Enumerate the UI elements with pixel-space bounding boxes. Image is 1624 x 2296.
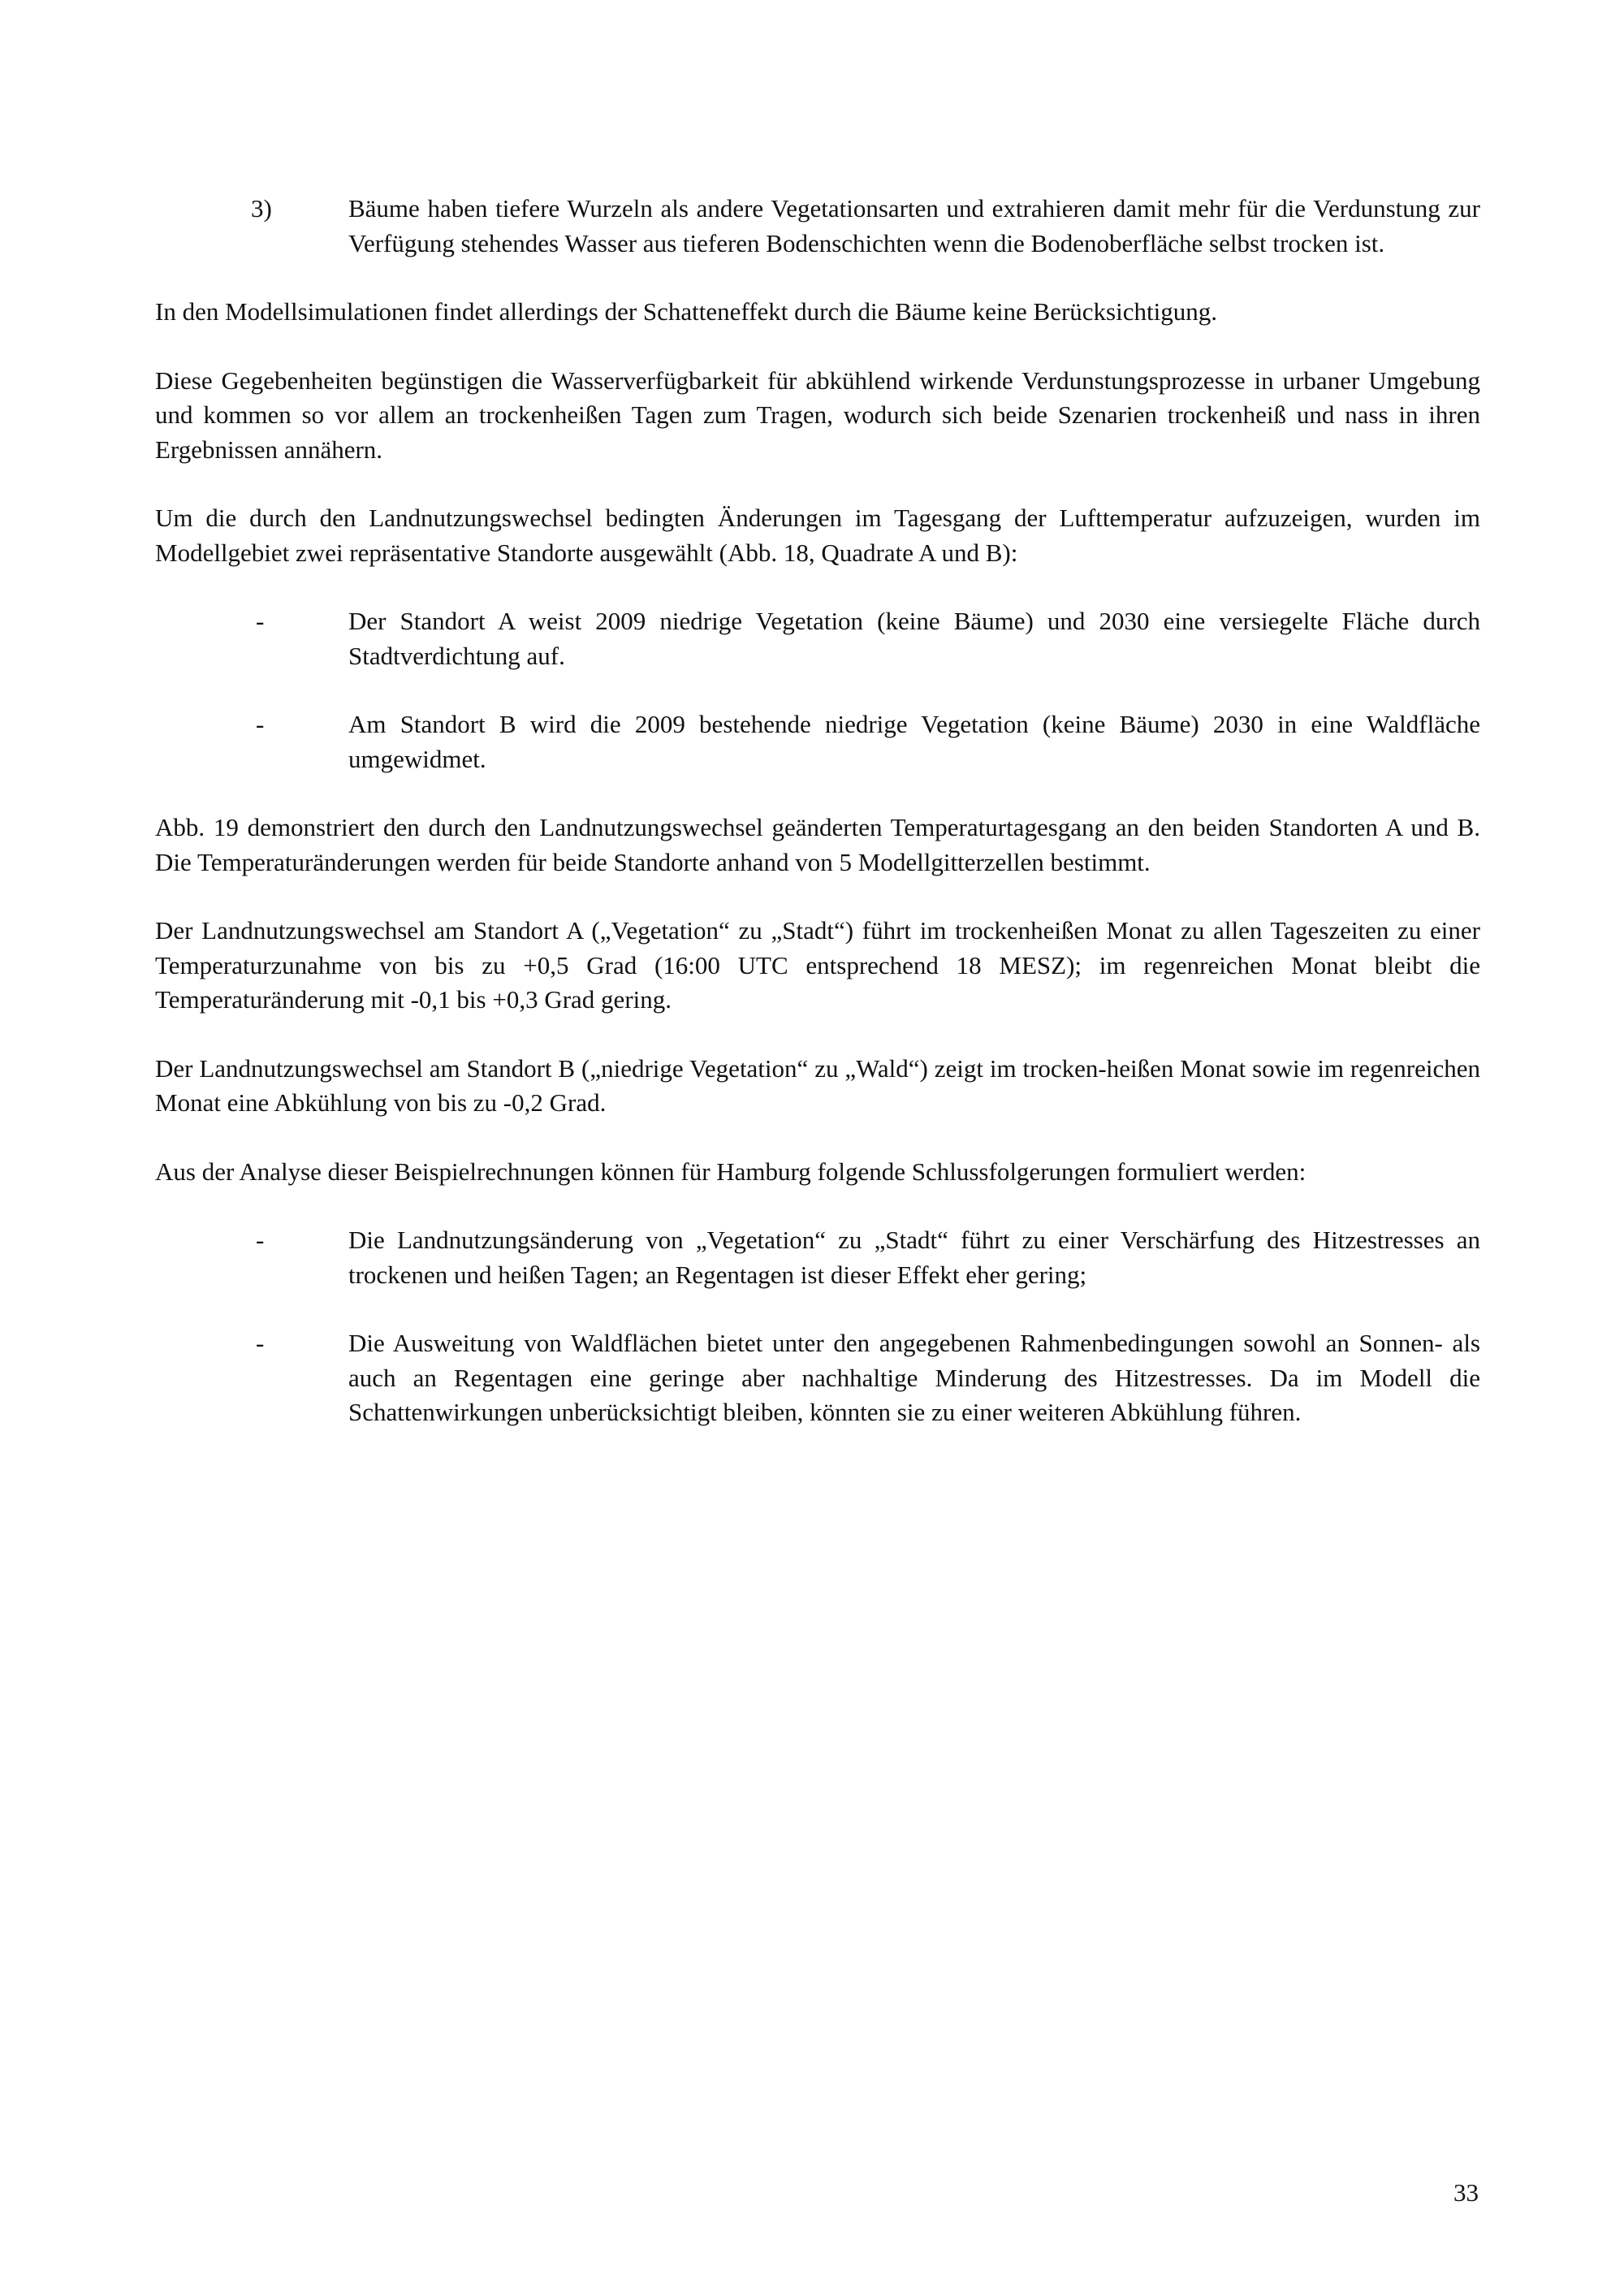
list-dash: -	[256, 710, 265, 738]
list-item-standort-b	[155, 707, 1480, 776]
list-dash: -	[256, 1226, 265, 1254]
paragraph-abb-19: Abb. 19 demonstriert den durch den Landnutzungswechsel geänderten Temperaturtagesgang an den beiden Standorten A und B. Die Temperaturänderungen werden für beide Standorte anhand von 5 Modellgitterzellen bestimmt.	[155, 813, 1480, 876]
list-item-conclusion-wald	[155, 1326, 1480, 1430]
numbered-list-item	[155, 192, 1480, 261]
list-item-conclusion-stadt	[155, 1223, 1480, 1292]
list-item-standort-a	[155, 604, 1480, 673]
page-number: 33	[1453, 2178, 1479, 2207]
list-item-text: Bäume haben tiefere Wurzeln als andere Vegetationsarten und extrahieren damit mehr für die Verdunstung zur Verfügung stehendes Wasser aus tieferen Bodenschichten wenn die Bodenoberfläche selbst trocken ist.	[348, 194, 1480, 257]
paragraph-schatteneffekt: In den Modellsimulationen findet allerdings der Schatteneffekt durch die Bäume keine Berücksichtigung.	[155, 297, 1217, 326]
list-item-text: Am Standort B wird die 2009 bestehende niedrige Vegetation (keine Bäume) 2030 in eine Waldfläche umgewidmet.	[348, 710, 1480, 773]
paragraph-gegebenheiten: Diese Gegebenheiten begünstigen die Wasserverfügbarkeit für abkühlend wirkende Verdunstungsprozesse in urbaner Umgebung und kommen so vor allem an trockenheißen Tagen zum Tragen, wodurch sich beide Szenarien trockenheiß und nass in ihren Ergebnissen annähern.	[155, 365, 1480, 464]
list-dash: -	[256, 1329, 265, 1357]
list-dash: -	[256, 607, 265, 635]
list-item-text: Die Ausweitung von Waldflächen bietet unter den angegebenen Rahmenbedingungen sowohl an Sonnen- als auch an Regentagen eine geringe aber nachhaltige Minderung des Hitzestresses. Da im Modell die Schattenwirkungen unberücksichtigt bleiben, könnten sie zu einer weiteren Abkühlung führen.	[348, 1329, 1480, 1426]
paragraph-standortauswahl: Um die durch den Landnutzungswechsel bedingten Änderungen im Tagesgang der Lufttemperatur aufzuzeigen, wurden im Modellgebiet zwei repräsentative Standorte ausgewählt (Abb. 18, Quadrate A und B):	[155, 504, 1480, 567]
list-item-text: Die Landnutzungsänderung von „Vegetation“ zu „Stadt“ führt zu einer Verschärfung des Hitzestresses an trockenen und heißen Tagen; an Regentagen ist dieser Effekt eher gering;	[348, 1226, 1480, 1289]
list-number: 3)	[251, 194, 272, 223]
paragraph-standort-a: Der Landnutzungswechsel am Standort A („Vegetation“ zu „Stadt“) führt im trockenheißen Monat zu allen Tageszeiten zu einer Temperaturzunahme von bis zu +0,5 Grad (16:00 UTC entsprechend 18 MESZ); im regenreichen Monat bleibt die Temperaturänderung mit -0,1 bis +0,3 Grad gering.	[155, 916, 1480, 1014]
page-body	[155, 192, 1480, 1464]
paragraph-schlussfolgerungen: Aus der Analyse dieser Beispielrechnungen können für Hamburg folgende Schlussfolgerungen formuliert werden:	[155, 1157, 1307, 1186]
list-item-text: Der Standort A weist 2009 niedrige Vegetation (keine Bäume) und 2030 eine versiegelte Fläche durch Stadtverdichtung auf.	[348, 607, 1480, 670]
paragraph-standort-b: Der Landnutzungswechsel am Standort B („niedrige Vegetation“ zu „Wald“) zeigt im trocken-heißen Monat sowie im regenreichen Monat eine Abkühlung von bis zu -0,2 Grad.	[155, 1053, 1480, 1117]
